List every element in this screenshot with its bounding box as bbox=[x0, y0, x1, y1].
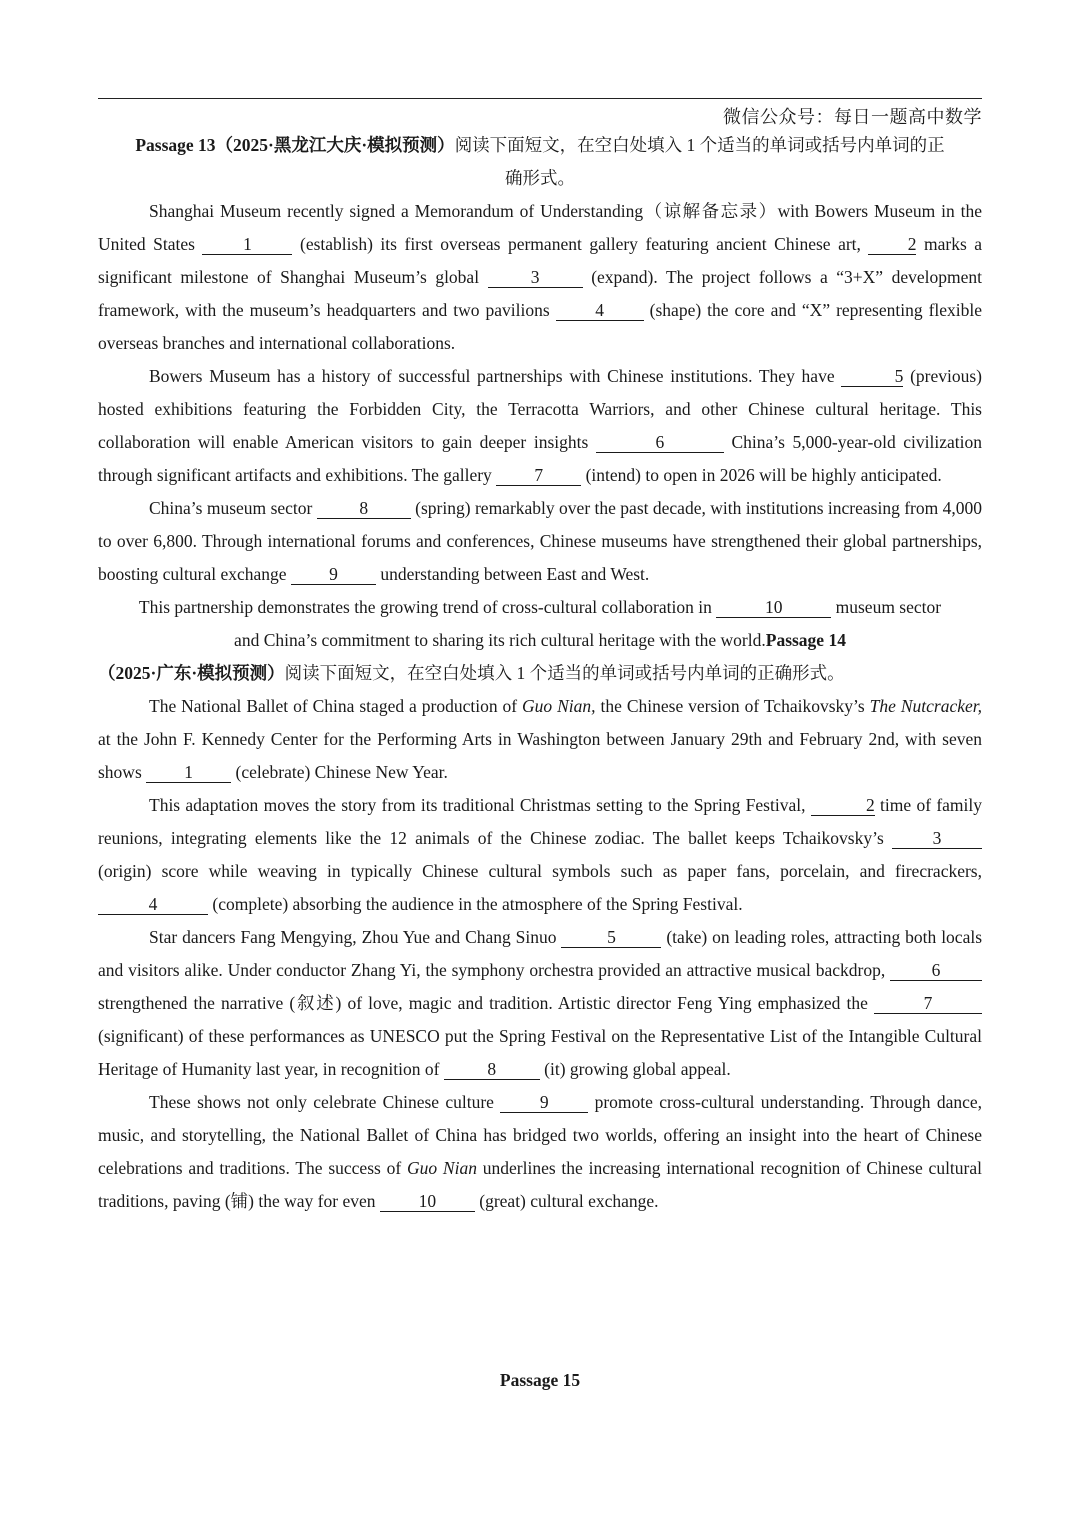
next-passage-title: Passage 15 bbox=[499, 1370, 581, 1390]
blank-4[interactable]: 4 bbox=[556, 300, 644, 321]
passage14-source: （2025·广东·模拟预测） bbox=[98, 663, 285, 683]
text-run: (great) cultural exchange. bbox=[479, 1191, 659, 1211]
text-run: Shanghai Museum recently signed a Memorandum of Understanding（谅解备忘录）with Bowers Museum in the United States bbox=[98, 201, 982, 254]
blank-3[interactable]: 3 bbox=[488, 267, 583, 288]
blank-5[interactable]: 5 bbox=[561, 927, 661, 948]
blank-7[interactable]: 7 bbox=[874, 993, 982, 1014]
blank-8[interactable]: 8 bbox=[444, 1059, 540, 1080]
passage14-instruction: 阅读下面短文，在空白处填入 1 个适当的单词或括号内单词的正确形式。 bbox=[284, 663, 845, 683]
text-run: (shape) the core and “X” representing flexible overseas branches and international collaborations. bbox=[98, 300, 983, 353]
text-run: (it) growing global appeal. bbox=[544, 1059, 731, 1079]
blank-2[interactable]: 2 bbox=[811, 795, 875, 816]
document-body bbox=[98, 129, 982, 1218]
text-run: (origin) score while weaving in typically Chinese cultural symbols such as paper fans, porcelain, and firecrackers, bbox=[98, 861, 982, 881]
text-run: (significant) of these performances as UNESCO put the Spring Festival on the Representative List of the Intangible Cultural Heritage of Humanity last year, in recognition of bbox=[98, 1026, 982, 1079]
header-rule bbox=[98, 98, 982, 99]
blank-1[interactable]: 1 bbox=[202, 234, 292, 255]
text-run: China’s 5,000-year-old civilization through significant artifacts and exhibitions. The gallery bbox=[98, 432, 983, 485]
text-run: (establish) its first overseas permanent gallery featuring ancient Chinese art, bbox=[300, 234, 861, 254]
passage13-paragraph-4 bbox=[98, 591, 982, 624]
blank-10[interactable]: 10 bbox=[380, 1191, 475, 1212]
title-guo-nian: Guo Nian, bbox=[522, 696, 596, 716]
blank-6[interactable]: 6 bbox=[890, 960, 982, 981]
blank-6[interactable]: 6 bbox=[596, 432, 724, 453]
text-run: Bowers Museum has a history of successful partnerships with Chinese institutions. They have bbox=[149, 366, 835, 386]
blank-9[interactable]: 9 bbox=[500, 1092, 588, 1113]
blank-2[interactable]: 2 bbox=[868, 234, 916, 255]
text-run: (intend) to open in 2026 will be highly anticipated. bbox=[585, 465, 942, 485]
passage14-paragraph-3 bbox=[98, 921, 982, 1086]
blank-5[interactable]: 5 bbox=[841, 366, 903, 387]
text-run: China’s museum sector bbox=[149, 498, 313, 518]
passage14-paragraph-4 bbox=[98, 1086, 982, 1218]
passage13-heading bbox=[98, 129, 982, 162]
text-run: at the John F. Kennedy Center for the Performing Arts in Washington between January 29th and February 2nd, with seven shows bbox=[98, 729, 982, 782]
text-run: (previous) hosted exhibitions featuring the Forbidden City, the Terracotta Warriors, and other Chinese cultural heritage. This collaboration will enable American visitors to gain deeper insights bbox=[98, 366, 982, 452]
text-run: (spring) remarkably over the past decade, with institutions increasing from 4,000 to over 6,800. Through international forums and conferences, Chinese museums have strengthened their global partnerships, boosting cultural exchange bbox=[98, 498, 983, 584]
header-watermark: 微信公众号：每日一题高中数学 bbox=[723, 107, 982, 128]
blank-8[interactable]: 8 bbox=[317, 498, 411, 519]
text-run: These shows not only celebrate Chinese culture bbox=[149, 1092, 494, 1112]
passage13-instruction-cont: 确形式。 bbox=[505, 168, 575, 188]
blank-1[interactable]: 1 bbox=[146, 762, 231, 783]
text-run: This partnership demonstrates the growing trend of cross-cultural collaboration in bbox=[138, 597, 712, 617]
passage13-instruction: 阅读下面短文，在空白处填入 1 个适当的单词或括号内单词的正 bbox=[454, 135, 945, 155]
title-guo-nian: Guo Nian bbox=[406, 1158, 477, 1178]
text-run: This adaptation moves the story from its traditional Christmas setting to the Spring Festival, bbox=[149, 795, 806, 815]
text-run: (expand). The project follows a “3+X” development framework, with the museum’s headquarters and two pavilions bbox=[98, 267, 983, 320]
text-run: time of family reunions, integrating elements like the 12 animals of the Chinese zodiac. The ballet keeps Tchaikovsky’s bbox=[98, 795, 982, 848]
text-run: promote cross-cultural understanding. Through dance, music, and storytelling, the National Ballet of China has bridged two worlds, offering an insight into the heart of Chinese celebrations and traditions. The success of bbox=[98, 1092, 983, 1178]
text-run: (celebrate) Chinese New Year. bbox=[235, 762, 448, 782]
text-run: the Chinese version of Tchaikovsky’s bbox=[600, 696, 865, 716]
text-run: museum sector bbox=[835, 597, 942, 617]
text-run: marks a significant milestone of Shanghai Museum’s global bbox=[98, 234, 983, 287]
title-nutcracker: The Nutcracker, bbox=[869, 696, 982, 716]
text-run: understanding between East and West. bbox=[380, 564, 650, 584]
text-run: Star dancers Fang Mengying, Zhou Yue and Chang Sinuo bbox=[149, 927, 557, 947]
text-run: and China’s commitment to sharing its rich cultural heritage with the world. bbox=[234, 630, 766, 650]
passage14-title: Passage 14 bbox=[765, 630, 846, 650]
blank-7[interactable]: 7 bbox=[496, 465, 581, 486]
blank-10[interactable]: 10 bbox=[716, 597, 831, 618]
blank-3[interactable]: 3 bbox=[892, 828, 982, 849]
passage14-heading bbox=[98, 657, 982, 690]
blank-4[interactable]: 4 bbox=[98, 894, 208, 915]
blank-9[interactable]: 9 bbox=[291, 564, 376, 585]
text-run: (take) on leading roles, attracting both locals and visitors alike. Under conductor Zhang Yi, the symphony orchestra provided an attractive musical backdrop, bbox=[98, 927, 983, 980]
passage13-paragraph-2 bbox=[98, 360, 982, 492]
text-run: strengthened the narrative (叙述) of love, magic and tradition. Artistic director Feng Ying emphasized the bbox=[98, 993, 868, 1013]
passage14-paragraph-2 bbox=[98, 789, 982, 921]
text-run: underlines the increasing international recognition of Chinese cultural traditions, paving (铺) the way for even bbox=[98, 1158, 983, 1211]
passage13-paragraph-3 bbox=[98, 492, 982, 591]
passage14-paragraph-1 bbox=[98, 690, 982, 789]
text-run: The National Ballet of China staged a production of bbox=[149, 696, 518, 716]
passage13-paragraph-4-cont bbox=[98, 624, 982, 657]
passage13-paragraph-1 bbox=[98, 195, 982, 360]
text-run: (complete) absorbing the audience in the atmosphere of the Spring Festival. bbox=[212, 894, 743, 914]
passage13-title: Passage 13（2025·黑龙江大庆·模拟预测） bbox=[135, 135, 455, 155]
